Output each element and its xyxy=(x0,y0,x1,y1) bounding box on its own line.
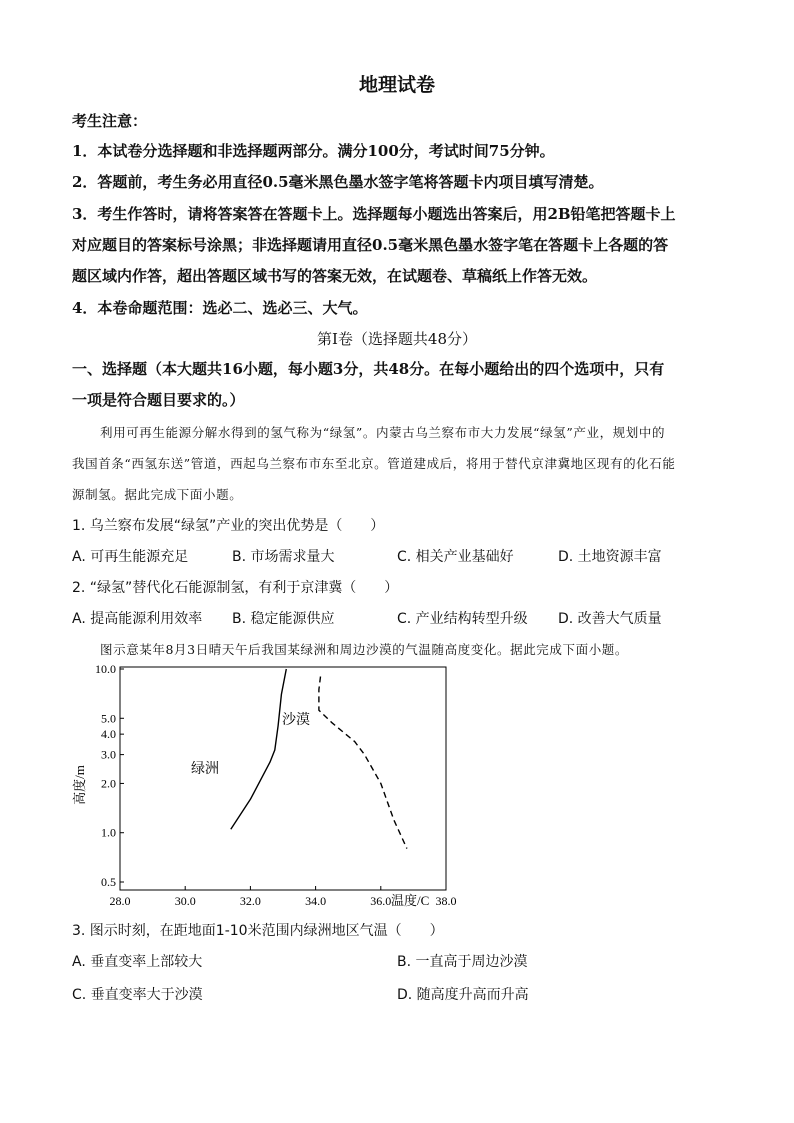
series-line-oasis xyxy=(231,669,286,829)
chart-plot-frame xyxy=(120,667,446,890)
notice-item-1: 1．本试卷分选择题和非选择题两部分。满分100分，考试时间75分钟。 xyxy=(72,142,555,160)
notice-item-3-line-1: 3．考生作答时，请将答案答在答题卡上。选择题每小题选出答案后，用2B铅笔把答题卡上 xyxy=(72,205,676,223)
question-3-stem: 3. 图示时刻，在距地面1-10米范围内绿洲地区气温（ ） xyxy=(72,923,444,939)
question-3-option-d[interactable]: D. 随高度升高而升高 xyxy=(397,987,529,1003)
chart-xtick-label: 28.0 xyxy=(109,894,131,908)
chart-ytick-label: 5.0 xyxy=(101,711,116,726)
chart-xtick-label: 36.0 xyxy=(370,894,392,908)
chart-ytick-label: 4.0 xyxy=(101,727,116,742)
temperature-height-chart xyxy=(60,660,460,915)
chart-xtick-label: 38.0 xyxy=(435,894,457,908)
question-1-option-a[interactable]: A. 可再生能源充足 xyxy=(72,549,189,565)
passage-1-line-2: 我国首条“西氢东送”管道，西起乌兰察布市东至北京。管道建成后，将用于替代京津冀地区现有的化石能 xyxy=(72,456,676,471)
question-2-option-c[interactable]: C. 产业结构转型升级 xyxy=(397,611,528,627)
notice-item-2: 2．答题前，考生务必用直径0.5毫米黑色墨水签字笔将答题卡内项目填写清楚。 xyxy=(72,173,604,191)
section-1-line-2: 一项是符合题目要求的。） xyxy=(72,391,245,409)
question-2-option-a[interactable]: A. 提高能源利用效率 xyxy=(72,611,203,627)
question-1-stem: 1. 乌兰察布发展“绿氢”产业的突出优势是（ ） xyxy=(72,518,385,534)
notice-heading: 考生注意： xyxy=(72,112,148,130)
question-1-option-b[interactable]: B. 市场需求量大 xyxy=(232,549,335,565)
chart-ylabel: 高度/m xyxy=(72,765,87,805)
chart-xlabel: 温度/C xyxy=(391,893,430,908)
chart-ytick-label: 0.5 xyxy=(101,875,116,889)
passage-1-line-3: 源制氢。据此完成下面小题。 xyxy=(72,487,243,502)
question-1-option-c[interactable]: C. 相关产业基础好 xyxy=(397,549,514,565)
series-label-desert: 沙漠 xyxy=(282,713,310,728)
question-2-option-d[interactable]: D. 改善大气质量 xyxy=(558,611,662,627)
question-3-option-c[interactable]: C. 垂直变率大于沙漠 xyxy=(72,987,203,1003)
part-1-heading: 第Ⅰ卷（选择题共48分） xyxy=(316,330,477,348)
chart-xtick-label: 32.0 xyxy=(239,894,261,908)
series-label-oasis: 绿洲 xyxy=(191,762,219,777)
notice-item-4: 4．本卷命题范围：选必二、选必三、大气。 xyxy=(72,299,368,317)
question-1-option-d[interactable]: D. 土地资源丰富 xyxy=(558,549,662,565)
notice-item-3-line-3: 题区域内作答，超出答题区域书写的答案无效，在试题卷、草稿纸上作答无效。 xyxy=(72,267,598,285)
question-2-option-b[interactable]: B. 稳定能源供应 xyxy=(232,611,335,627)
page-title: 地理试卷 xyxy=(358,74,435,96)
chart-ytick-label: 2.0 xyxy=(101,776,116,791)
chart-xtick-label: 30.0 xyxy=(174,894,196,908)
question-3-option-b[interactable]: B. 一直高于周边沙漠 xyxy=(397,954,528,970)
chart-ytick-label: 3.0 xyxy=(101,747,116,762)
series-line-desert xyxy=(319,677,407,849)
chart-ytick-label: 10.0 xyxy=(95,662,116,676)
chart-ytick-label: 1.0 xyxy=(101,825,116,840)
question-2-stem: 2. “绿氢”替代化石能源制氢，有利于京津冀（ ） xyxy=(72,580,399,596)
question-3-option-a[interactable]: A. 垂直变率上部较大 xyxy=(72,954,203,970)
passage-2: 图示意某年8月3日晴天午后我国某绿洲和周边沙漠的气温随高度变化。据此完成下面小题。 xyxy=(100,642,629,657)
chart-xtick-label: 34.0 xyxy=(305,894,327,908)
notice-item-3-line-2: 对应题目的答案标号涂黑；非选择题请用直径0.5毫米黑色墨水签字笔在答题卡上各题的答 xyxy=(72,236,669,254)
section-1-line-1: 一、选择题（本大题共16小题，每小题3分，共48分。在每小题给出的四个选项中，只有 xyxy=(72,360,665,378)
passage-1-line-1: 利用可再生能源分解水得到的氢气称为“绿氢”。内蒙古乌兰察布市大力发展“绿氢”产业，规划中的 xyxy=(100,425,666,440)
